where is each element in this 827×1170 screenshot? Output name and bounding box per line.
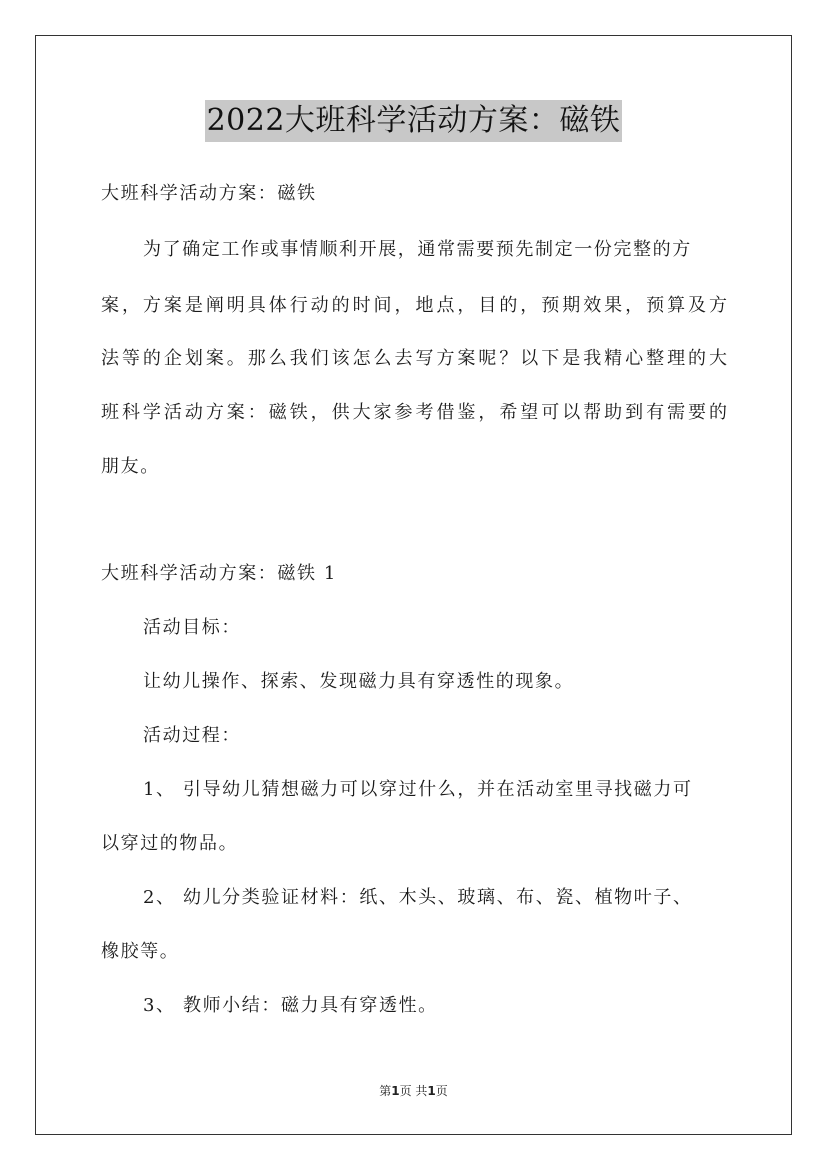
step-2-line-2: 橡胶等。 <box>101 941 180 962</box>
intro-line-3: 法等的企划案。那么我们该怎么去写方案呢？以下是我精心整理的大 <box>101 348 727 369</box>
page-footer <box>0 1082 827 1100</box>
step-1-line-2: 以穿过的物品。 <box>101 833 239 854</box>
title-container <box>0 100 827 142</box>
footer-page-mid: 页 共 <box>399 1084 428 1098</box>
footer-page-suffix: 页 <box>435 1084 448 1098</box>
footer-page-prefix: 第 <box>379 1084 392 1098</box>
subtitle: 大班科学活动方案：磁铁 <box>101 183 317 204</box>
process-label: 活动过程： <box>143 725 241 746</box>
goal-text: 让幼儿操作、探索、发现磁力具有穿透性的现象。 <box>143 671 575 692</box>
step-2-line-1: 2、 幼儿分类验证材料：纸、木头、玻璃、布、瓷、植物叶子、 <box>143 887 693 908</box>
intro-line-2: 案，方案是阐明具体行动的时间，地点，目的，预期效果，预算及方 <box>101 295 727 316</box>
intro-line-4: 班科学活动方案：磁铁，供大家参考借鉴，希望可以帮助到有需要的 <box>101 402 727 423</box>
step-1-line-1: 1、 引导幼儿猜想磁力可以穿过什么，并在活动室里寻找磁力可 <box>143 779 693 800</box>
document-title: 2022大班科学活动方案：磁铁 <box>205 100 623 142</box>
intro-line-1: 为了确定工作或事情顺利开展，通常需要预先制定一份完整的方 <box>143 239 692 260</box>
footer-page-total: 1 <box>427 1084 436 1098</box>
intro-line-5: 朋友。 <box>101 456 160 477</box>
goal-label: 活动目标： <box>143 617 241 638</box>
footer-page-number: 1 <box>391 1084 400 1098</box>
step-3-line-1: 3、 教师小结：磁力具有穿透性。 <box>143 995 438 1016</box>
section-heading: 大班科学活动方案：磁铁 1 <box>101 563 337 584</box>
